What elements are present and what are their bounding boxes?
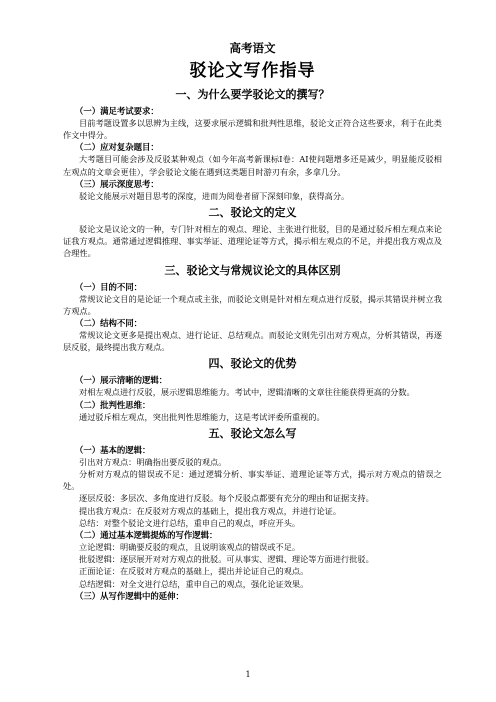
section-5-sub-2: （二）通过基本逻辑提炼的写作逻辑： [75, 530, 218, 541]
section-4-heading: 四、驳论文的优势 [208, 357, 297, 371]
section-5-line-3: 逐层反驳：多层次、多角度进行反驳。每个反驳点都要有充分的理由和证据支持。 [79, 493, 374, 504]
section-5-method-2: 批驳逻辑：逐层展开对对方观点的批驳。可从事实、逻辑、理论等方面进行批驳。 [79, 554, 374, 565]
section-1-sub-2: （二）应对复杂题目： [75, 142, 159, 153]
section-3-heading: 三、驳论文与常规议论文的具体区别 [164, 263, 341, 277]
doc-main-title: 驳论文写作指导 [189, 61, 316, 81]
section-2-heading: 二、驳论文的定义 [208, 206, 297, 220]
section-4-para-2: 通过驳斥相左观点，突出批判性思维能力，这是考试评委所重视的。 [79, 411, 325, 422]
section-4-sub-1: （一）展示清晰的逻辑： [75, 375, 168, 386]
section-5-line-2: 分析对方观点的错误或不足：通过逻辑分析、事实举证、道理论证等方式，揭示对方观点的错误之处。 [63, 469, 442, 492]
section-4-sub-2: （二）批判性思维： [75, 399, 151, 410]
page-number: 1 [245, 670, 251, 679]
section-3-para-2: 常规议论文更多是提出观点、进行论证、总结观点。而驳论文则先引出对方观点，分析其错误，再逐层反驳，最终提出我方观点。 [63, 330, 442, 353]
section-1-para-3: 驳论文能展示对题目思考的深度，进而为阅卷者留下深刻印象，获得高分。 [79, 190, 350, 201]
section-5-heading: 五、驳论文怎么写 [208, 426, 297, 440]
section-4-para-1: 对相左观点进行反驳，展示逻辑思维能力。考试中，逻辑清晰的文章往往能获得更高的分数。 [79, 387, 415, 398]
section-5-sub-1: （一）基本的逻辑： [75, 444, 151, 455]
section-5-method-3: 正面论证：在反驳对方观点的基础上，提出并论证自己的观点。 [79, 566, 309, 577]
section-1-sub-3: （三）展示深度思考： [75, 178, 159, 189]
section-5-line-1: 引出对方观点：明确指出要反驳的观点。 [79, 456, 227, 467]
section-3-sub-2: （二）结构不同： [75, 318, 142, 329]
section-5-method-1: 立论逻辑：明确要反驳的观点，且说明该观点的错误或不足。 [79, 542, 301, 553]
section-1-heading: 一、为什么要学驳论文的撰写？ [175, 88, 330, 101]
section-1-para-1: 目前考题设置多以思辨为主线，这要求展示逻辑和批判性思维，驳论文正符合这些要求，利于在此类作文中得分。 [63, 118, 442, 141]
section-1-sub-1: （一）满足考试要求： [75, 106, 159, 116]
section-1-para-2: 大考题目可能会涉及反驳某种观点（如今年高考新课标Ⅰ卷：AI使问题增多还是减少，明显能反驳相左观点的文章会更佳），学会驳论文能在遇到这类题目时游刃有余，多拿几分。 [63, 154, 442, 177]
section-5-line-4: 提出我方观点：在反驳对方观点的基础上，提出我方观点，并进行论证。 [79, 505, 342, 516]
section-3-para-1: 常规议论文目的是论证一个观点或主张，而驳论文则是针对相左观点进行反驳，揭示其错误并树立我方观点。 [63, 293, 442, 316]
section-3-sub-1: （一）目的不同： [75, 281, 142, 292]
section-5-sub-3: （三）从写作逻辑中的延伸： [75, 590, 184, 601]
doc-subject-title: 高考语文 [229, 41, 276, 55]
section-5-line-5: 总结：对整个驳论文进行总结，重申自己的观点，呼应开头。 [79, 517, 301, 528]
section-2-para-1: 驳论文是议论文的一种，专门针对相左的观点、理论、主张进行批驳，目的是通过驳斥相左观点来论证我方观点。通常通过逻辑推理、事实举证、道理论证等方式，揭示相左观点的不足，并提出我方观点及合理性。 [63, 224, 442, 259]
section-5-method-4: 总结逻辑：对全文进行总结，重申自己的观点，强化论证效果。 [79, 578, 309, 589]
